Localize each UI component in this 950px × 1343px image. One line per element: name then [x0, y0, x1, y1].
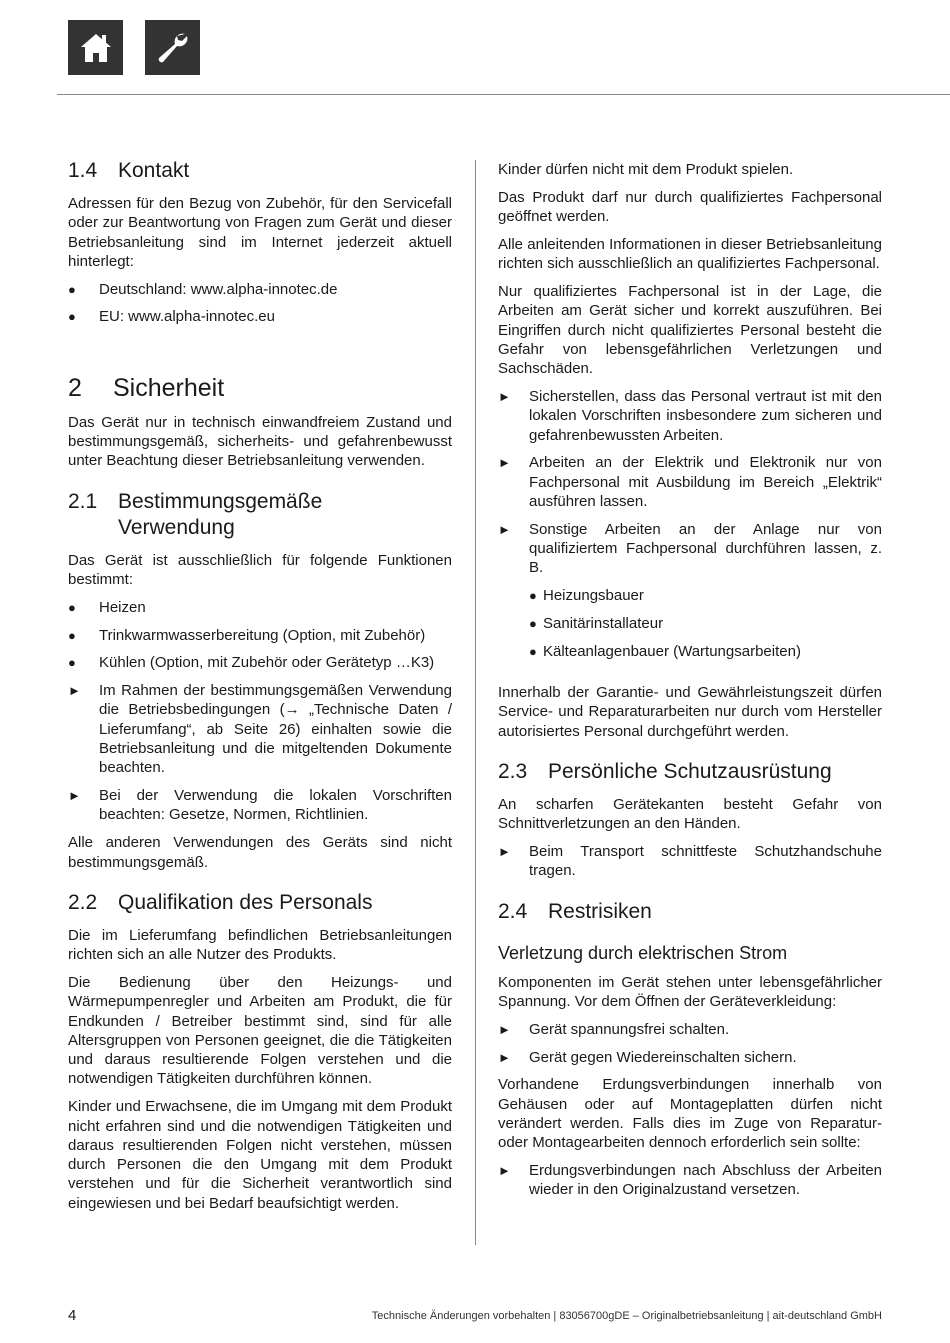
- arrow-icon: ►: [498, 521, 511, 537]
- section-number: 2: [68, 373, 82, 402]
- sub-list-item: ● Heizungsbauer: [529, 587, 644, 605]
- section-heading-2-1: [68, 489, 452, 541]
- section-title: Bestimmungsgemäße Verwendung: [118, 489, 323, 539]
- instruction-item: ► Sonstige Arbeiten an der Anlage nur von qualifiziertem Fachpersonal durchführen lassen, z. B.: [498, 520, 882, 577]
- section-title: Persönliche Schutzausrüstung: [548, 759, 832, 783]
- paragraph: Die im Lieferumfang befindlichen Betriebsanleitungen richten sich an alle Nutzer des Produkts.: [68, 926, 452, 964]
- paragraph: Nur qualifiziertes Fachpersonal ist in der Lage, die Arbeiten am Gerät sicher und korrekt auszuführen. Bei Eingriffen durch nicht qualifiziertes Personal besteht die Gefahr von lebensgefährlichen Verletzungen und Sachschäden.: [498, 282, 882, 378]
- section-number: 1.4: [68, 159, 98, 182]
- section-title: Restrisiken: [548, 899, 652, 923]
- left-column: [68, 158, 452, 1221]
- section-number: 2.4: [498, 899, 528, 923]
- section-heading-2-2: [68, 890, 452, 916]
- instruction-item: ► Bei der Verwendung die lokalen Vorschriften beachten: Gesetze, Normen, Richtlinien.: [68, 787, 452, 824]
- home-button[interactable]: [68, 20, 123, 75]
- sub-list-item: ● Kälteanlagenbauer (Wartungsarbeiten): [529, 642, 801, 660]
- section-title: Kontakt: [118, 159, 190, 182]
- header-divider: [57, 94, 950, 95]
- paragraph: Das Produkt darf nur durch qualifiziertes Fachpersonal geöffnet werden.: [498, 188, 882, 226]
- wrench-icon: [155, 30, 191, 66]
- footer-text: Technische Änderungen vorbehalten | 83056700gDE – Originalbetriebsanleitung | ait-deutschland GmbH: [371, 1310, 882, 1322]
- paragraph: Das Gerät ist ausschließlich für folgende Funktionen bestimmt:: [68, 551, 452, 588]
- section-heading-2: [68, 373, 452, 403]
- instruction-item: ► Gerät spannungsfrei schalten.: [498, 1020, 730, 1038]
- paragraph: Alle anderen Verwendungen des Geräts sind nicht bestimmungsgemäß.: [68, 834, 452, 871]
- section-number: 2.2: [68, 890, 98, 914]
- column-divider: [475, 160, 476, 1245]
- arrow-icon: ►: [498, 844, 511, 860]
- bullet-icon: ●: [68, 627, 76, 643]
- bullet-icon: ●: [529, 588, 537, 604]
- instruction-item: ► Sicherstellen, dass das Personal vertraut ist mit den lokalen Vorschriften insbesondere zum sicheren und gefahrenbewussten Arbeiten.: [498, 387, 882, 444]
- list-item: ● Trinkwarmwasserbereitung (Option, mit Zubehör): [68, 626, 426, 644]
- paragraph: Komponenten im Gerät stehen unter lebensgefährlicher Spannung. Vor dem Öffnen der Geräteverkleidung:: [498, 973, 882, 1010]
- paragraph: Vorhandene Erdungsverbindungen innerhalb von Gehäusen oder auf Montageplatten dürfen nicht verändert werden. Falls dies im Zuge von Reparatur- oder Montagearbeiten dennoch erforderlich sein sollte:: [498, 1076, 882, 1152]
- subheading: Verletzung durch elektrischen Strom: [498, 942, 788, 963]
- instruction-item: ► Im Rahmen der bestimmungsgemäßen Verwendung die Betriebsbedingungen (→ „Technische Daten / Lieferumfang“, ab Seite 26) einhalten sowie die Betriebsanleitung und die mitgeltenden Dokumente beachten.: [68, 682, 452, 777]
- arrow-icon: ►: [498, 1021, 511, 1037]
- bullet-icon: ●: [529, 615, 537, 631]
- instruction-item: ► Erdungsverbindungen nach Abschluss der Arbeiten wieder in den Originalzustand versetzen.: [498, 1161, 882, 1199]
- arrow-icon: ►: [498, 455, 511, 471]
- paragraph: Innerhalb der Garantie- und Gewährleistungszeit dürfen Service- und Reparaturarbeiten nur durch vom Hersteller autorisiertes Personal durchgeführt werden.: [498, 684, 882, 740]
- section-title: Sicherheit: [113, 373, 225, 402]
- page-number: 4: [68, 1307, 77, 1324]
- paragraph: An scharfen Gerätekanten besteht Gefahr von Schnittverletzungen an den Händen.: [498, 795, 882, 833]
- bullet-icon: ●: [68, 281, 76, 297]
- arrow-icon: ►: [68, 683, 81, 699]
- list-item: ● Heizen: [68, 598, 146, 616]
- section-heading-1-4: [68, 158, 452, 184]
- arrow-icon: ►: [498, 1049, 511, 1065]
- bullet-icon: ●: [68, 655, 76, 671]
- arrow-icon: ►: [498, 388, 511, 404]
- paragraph: Adressen für den Bezug von Zubehör, für den Servicefall oder zur Beantwortung von Fragen zum Gerät und dieser Betriebsanleitung sind im Internet jederzeit aktuell hinterlegt:: [68, 195, 452, 270]
- instruction-item: ► Arbeiten an der Elektrik und Elektronik nur von Fachpersonal mit Ausbildung im Bereich „Elektrik“ ausführen lassen.: [498, 454, 882, 510]
- bullet-icon: ●: [68, 599, 76, 615]
- instruction-item: ► Beim Transport schnittfeste Schutzhandschuhe tragen.: [498, 843, 882, 880]
- section-number: 2.1: [68, 489, 98, 513]
- home-icon: [79, 31, 113, 65]
- arrow-icon: ►: [68, 788, 81, 804]
- right-column: [498, 160, 882, 1208]
- paragraph: Die Bedienung über den Heizungs- und Wärmepumpenregler und Arbeiten am Produkt, die für Endkunden / Betreiber bestimmt sind, sind für alle Altersgruppen von Personen geeignet, die die Tätigkeiten und daraus resultierende Folgen verstehen und die notwendigen Tätigkeiten durchführen können.: [68, 973, 452, 1088]
- list-item: [68, 280, 452, 299]
- instruction-item: ► Gerät gegen Wiedereinschalten sichern.: [498, 1048, 797, 1066]
- sub-list-item: ● Sanitärinstallateur: [529, 614, 664, 632]
- section-number: 2.3: [498, 759, 528, 783]
- tools-button[interactable]: [145, 20, 200, 75]
- link-text[interactable]: Deutschland: www.alpha-innotec.de: [99, 280, 338, 298]
- arrow-icon: ►: [498, 1162, 511, 1178]
- paragraph: Alle anleitenden Informationen in dieser Betriebsanleitung richten sich ausschließlich an qualifiziertes Fachpersonal.: [498, 235, 882, 273]
- link-text[interactable]: EU: www.alpha-innotec.eu: [99, 308, 275, 326]
- bullet-icon: ●: [68, 309, 76, 325]
- bullet-icon: ●: [529, 643, 537, 659]
- section-heading-2-3: [498, 759, 882, 785]
- paragraph: Kinder und Erwachsene, die im Umgang mit dem Produkt nicht erfahren sind und die notwendigen Tätigkeiten und daraus resultierenden Folgen nicht verstehen, müssen durch Personen die den Umgang mit dem Produkt verstehen und für die Sicherheit verantwortlich sind eingewiesen und bei Bedarf beaufsichtigt werden.: [68, 1098, 452, 1212]
- section-heading-2-4: [498, 899, 882, 925]
- paragraph: Kinder dürfen nicht mit dem Produkt spielen.: [498, 161, 794, 178]
- section-title: Qualifikation des Personals: [118, 890, 373, 914]
- list-item: [68, 307, 452, 326]
- list-item: ● Kühlen (Option, mit Zubehör oder Gerätetyp …K3): [68, 654, 435, 672]
- paragraph: Das Gerät nur in technisch einwandfreiem Zustand und bestimmungsgemäß, sicherheits- und gefahrenbewusst unter Beachtung dieser Betriebsanleitung verwenden.: [68, 413, 452, 470]
